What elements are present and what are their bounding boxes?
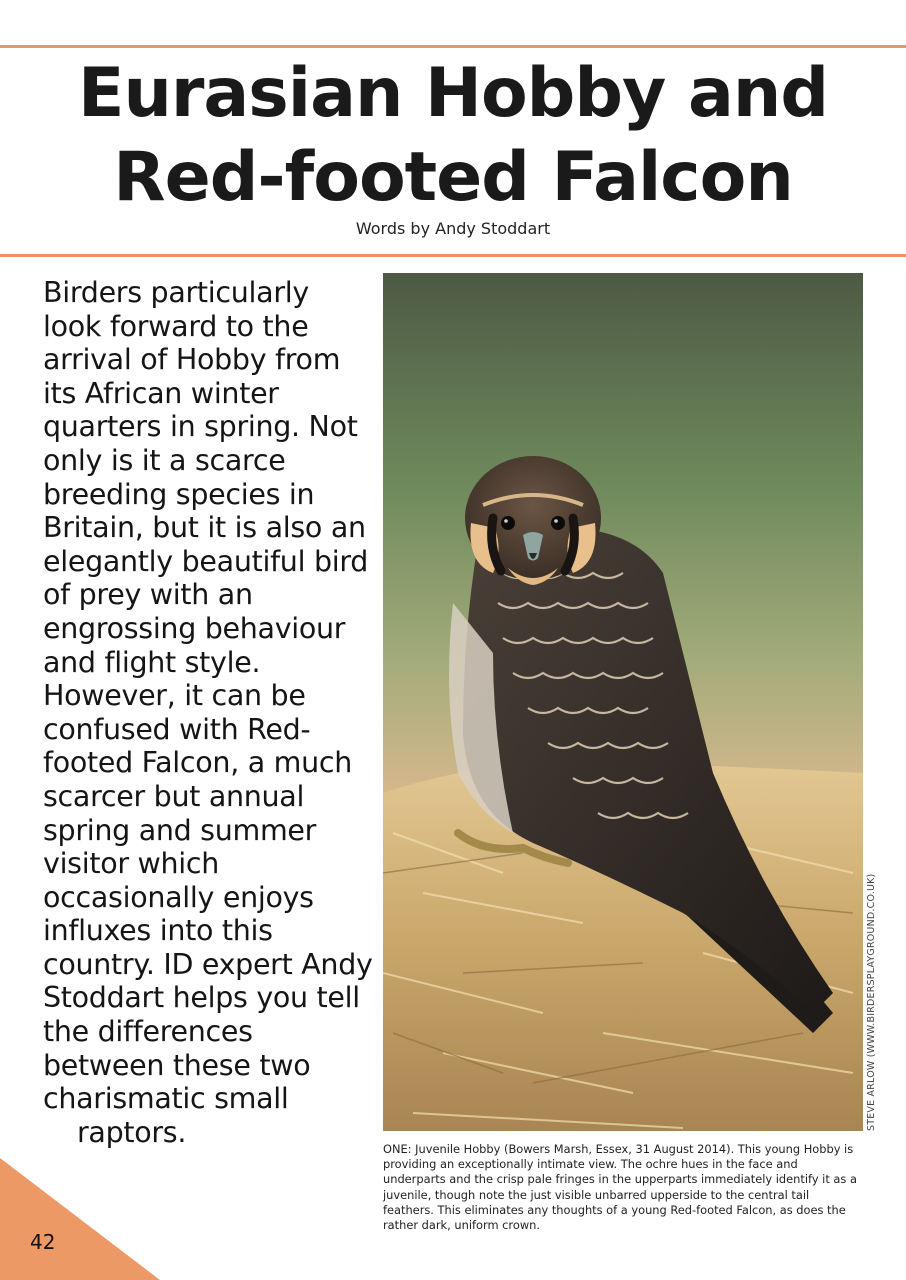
hobby-photo-illustration [383, 273, 863, 1131]
photo-caption: ONE: Juvenile Hobby (Bowers Marsh, Essex, 31 August 2014). This young Hobby is providing an exceptionally intimate view. The ochre hues in the face and underparts and the crisp pale fringes in the upperparts immediately identify it as a juvenile, though note the just visible unbarred upperside to the central tail feathers. This eliminates any thoughts of a young Red-footed Falcon, as does the rather dark, uniform crown. [383, 1142, 857, 1233]
byline: Words by Andy Stoddart [355, 219, 551, 238]
page-corner-triangle [0, 1158, 160, 1280]
header-bottom-rule [0, 254, 906, 257]
intro-last-line: raptors. [77, 1115, 187, 1149]
intro-text: Birders particularly look forward to the arrival of Hobby from its African winter quarters in spring. Not only is it a scarce breeding species in Britain, but it is also an elegantly beautiful bird of prey with an engrossing behaviour and flight style. However, it can be confused with Red-footed Falcon, a much scarcer but annual spring and summer visitor which occasionally enjoys influxes into this country. ID expert Andy Stoddart helps you tell the differences between these two charismatic small [43, 276, 373, 1116]
intro-paragraph [43, 276, 373, 1149]
page-number: 42 [30, 1230, 56, 1254]
article-title [0, 52, 906, 220]
hobby-photo [383, 273, 863, 1131]
title-line-1: Eurasian Hobby and [78, 54, 828, 133]
header-top-rule [0, 45, 906, 48]
title-line-2: Red-footed Falcon [113, 138, 793, 217]
photo-credit: STEVE ARLOW (WWW.BIRDERSPLAYGROUND.CO.UK) [866, 873, 877, 1131]
